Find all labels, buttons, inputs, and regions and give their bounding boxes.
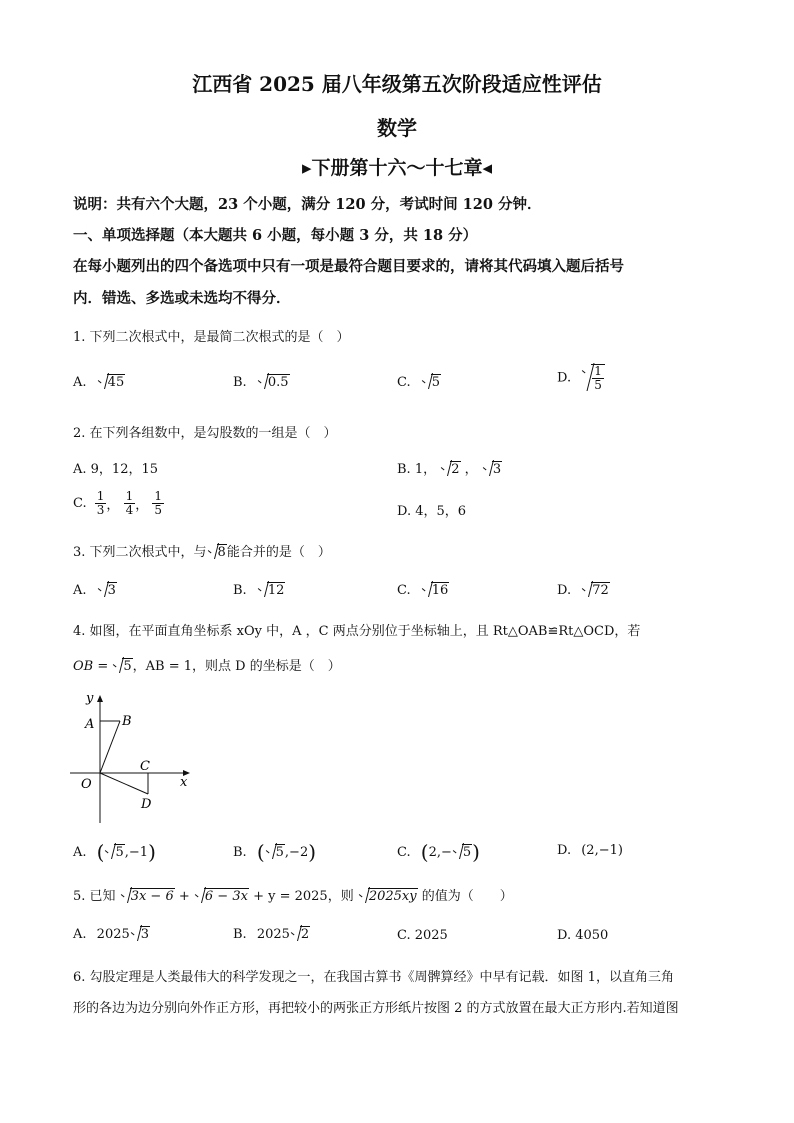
q1-option-b — [233, 374, 290, 390]
label-b: B — [122, 714, 132, 729]
sqrt-symbol — [452, 844, 472, 860]
option-label: C. — [397, 583, 411, 598]
label-d: D — [141, 797, 152, 812]
option-label: B. — [233, 583, 247, 598]
sqrt-symbol — [290, 926, 310, 942]
section-1-rule-line-1: 在每小题列出的四个备选项中只有一项是最符合题目要求的，请将其代码填入题后括号 — [73, 258, 624, 275]
radicand: 16 — [431, 583, 449, 598]
segment-od — [100, 773, 148, 794]
sqrt-symbol — [97, 374, 126, 390]
stem-text: 5. 已知 — [73, 889, 116, 904]
q5-option-a — [73, 926, 150, 942]
sqrt-symbol — [112, 658, 132, 674]
exam-title: 江西省 2025 届八年级第五次阶段适应性评估 — [192, 72, 602, 96]
radicand: 2 — [300, 927, 310, 942]
q3-option-a — [73, 582, 117, 598]
label-c: C — [140, 759, 150, 774]
question-4-stem-line-1: 4. 如图，在平面直角坐标系 xOy 中，A ，C 两点分别位于坐标轴上，且 Rt△OAB≌Rt△OCD，若 — [73, 624, 641, 639]
option-label: D. — [557, 843, 572, 858]
q5-option-b — [233, 926, 310, 942]
denominator: 3 — [96, 503, 105, 517]
label-o: O — [81, 777, 92, 792]
q1-option-c — [397, 374, 441, 390]
segment-ob — [100, 721, 120, 773]
q2-option-a: A. 9，12，15 — [73, 462, 159, 477]
section-1-title: 一、单项选择题（本大题共 6 小题，每小题 3 分，共 18 分） — [73, 227, 478, 244]
stem-text: 的值为（ ） — [421, 889, 513, 904]
sqrt-symbol — [581, 364, 605, 392]
instructions: 说明：共有六个大题，23 个小题，满分 120 分，考试时间 120 分钟． — [73, 196, 542, 213]
q2-option-b — [397, 458, 502, 477]
label-y: y — [86, 691, 94, 706]
sqrt-symbol — [440, 461, 460, 477]
numerator: 1 — [154, 489, 162, 503]
q3-option-b — [233, 582, 285, 598]
option-label: B. — [233, 927, 247, 942]
scope-title: ▸下册第十六～十七章◂ — [301, 157, 493, 179]
sqrt-symbol — [482, 461, 502, 477]
sqrt-symbol — [130, 926, 150, 942]
q2-option-d: D. 4，5，6 — [397, 504, 467, 519]
option-label: A. — [73, 375, 87, 390]
separator: ， — [464, 462, 478, 477]
radicand: 0.5 — [267, 375, 289, 390]
sqrt-symbol — [421, 374, 441, 390]
radicand: 2025xy — [368, 889, 417, 904]
option-label: A. — [73, 845, 87, 860]
radicand: 3 — [140, 927, 150, 942]
stem-text: 能合并的是（ ） — [226, 545, 331, 560]
q4-coordinate-figure — [70, 688, 200, 828]
sqrt-symbol — [207, 544, 227, 560]
option-label: C. — [73, 496, 87, 511]
stem-text: + y = 2025，则 — [253, 889, 354, 904]
radicand: 72 — [592, 583, 609, 598]
stem-text: OB = — [73, 659, 113, 674]
q2-option-c: C. $\frac{1}{3}$ ， $\frac{1}{4}$ ， $\frac{1}{5}$ — [73, 489, 162, 517]
coord-head: 2,− — [428, 845, 452, 860]
q1-option-d — [557, 364, 605, 392]
radicand: 5 — [431, 375, 441, 390]
sqrt-symbol — [581, 582, 610, 598]
sqrt-symbol — [257, 582, 286, 598]
question-1-stem: 1. 下列二次根式中，是最简二次根式的是（ ） — [73, 330, 350, 345]
stem-text: 3. 下列二次根式中，与 — [73, 545, 207, 560]
plus-sign: + — [178, 889, 190, 904]
radicand: 45 — [107, 375, 125, 390]
option-label: C. — [397, 375, 411, 390]
coord-tail: ,−2 — [284, 845, 309, 860]
radicand: 8 — [217, 545, 226, 560]
coord-value: (2,−1) — [581, 843, 623, 858]
y-axis-arrow — [97, 695, 103, 702]
option-label: A. — [73, 927, 87, 942]
radicand: 3x − 6 — [130, 889, 174, 904]
option-label: B. — [233, 845, 247, 860]
coord-tail: ,−1 — [124, 845, 149, 860]
label-a: A — [85, 717, 95, 732]
stem-text: ，AB = 1，则点 D 的坐标是（ ） — [132, 659, 341, 674]
radicand: 3 — [492, 462, 502, 477]
option-label: B. — [233, 375, 247, 390]
sqrt-symbol — [97, 582, 117, 598]
sqrt-symbol — [257, 374, 290, 390]
sqrt-symbol — [358, 888, 418, 904]
radicand: 5 — [123, 659, 132, 674]
radicand: 3 — [107, 583, 116, 598]
coefficient: 2025 — [256, 927, 290, 942]
radicand: 5 — [462, 845, 472, 860]
coefficient: 2025 — [96, 927, 130, 942]
question-6-stem-line-1: 6. 勾股定理是人类最伟大的科学发现之一，在我国古算书《周髀算经》中早有记载．如图 1，以直角三角 — [73, 970, 674, 985]
numerator: 1 — [125, 489, 134, 503]
q4-option-c: C. (2,− 5) — [397, 840, 480, 864]
q1-option-a — [73, 374, 125, 390]
numerator: 1 — [594, 364, 602, 378]
radicand: 2 — [451, 462, 460, 477]
sqrt-symbol — [194, 888, 249, 904]
q3-option-d — [557, 582, 610, 598]
option-label: A. — [73, 583, 87, 598]
question-5-stem — [73, 885, 513, 904]
radicand: 5 — [115, 845, 124, 860]
section-1-rule-line-2: 内．错选、多选或未选均不得分． — [73, 290, 291, 307]
radicand: 12 — [267, 583, 285, 598]
label-x: x — [180, 775, 188, 790]
question-6-stem-line-2: 形的各边为边分别向外作正方形，再把较小的两张正方形纸片按图 2 的方式放置在最大正方形内.若知道图 — [73, 1001, 679, 1016]
q5-option-d: D. 4050 — [557, 928, 609, 943]
question-3-stem — [73, 541, 331, 560]
sqrt-symbol — [104, 844, 124, 860]
numerator: 1 — [96, 489, 105, 503]
q4-option-a: A. ( 5,−1) — [73, 840, 156, 864]
denominator: 5 — [154, 503, 162, 517]
question-2-stem: 2. 在下列各组数中，是勾股数的一组是（ ） — [73, 426, 337, 441]
q5-option-c: C. 2025 — [397, 928, 448, 943]
sqrt-symbol — [265, 844, 285, 860]
denominator: 4 — [125, 503, 134, 517]
option-label: D. — [557, 370, 572, 386]
sqrt-symbol — [421, 582, 450, 598]
radicand: 5 — [275, 845, 284, 860]
q3-option-c — [397, 582, 449, 598]
radicand: 6 − 3x — [204, 889, 248, 904]
sqrt-symbol — [120, 888, 175, 904]
option-label: B. 1， — [397, 462, 437, 477]
radicand — [591, 364, 605, 392]
option-label: C. — [397, 845, 411, 860]
subject-title: 数学 — [377, 116, 417, 140]
q4-option-b: B. ( 5,−2) — [233, 840, 317, 864]
option-label: D. — [557, 583, 572, 598]
denominator: 5 — [594, 378, 602, 392]
q4-option-d — [557, 843, 623, 858]
question-4-stem-line-2 — [73, 655, 341, 674]
